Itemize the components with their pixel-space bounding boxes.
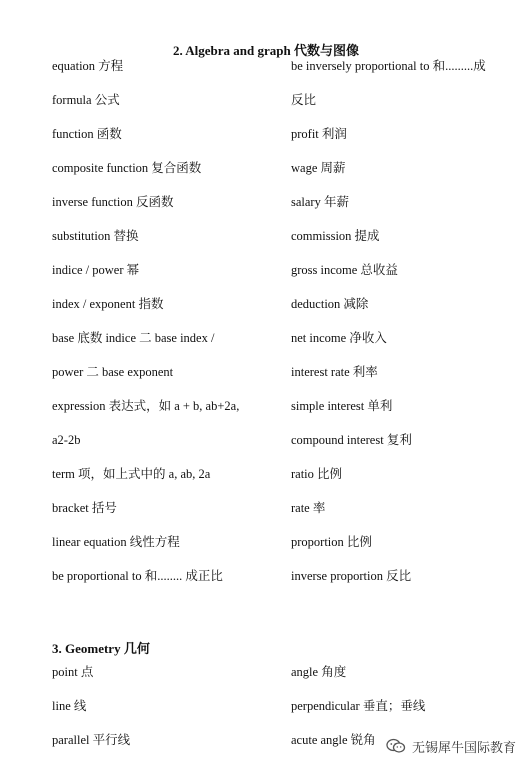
glossary-term-left: equation 方程 bbox=[52, 59, 124, 73]
glossary-term-right: net income 净收入 bbox=[291, 331, 387, 345]
glossary-term-right: simple interest 单利 bbox=[291, 399, 393, 413]
glossary-term-left: power 二 base exponent bbox=[52, 365, 174, 379]
glossary-term-right: 反比 bbox=[291, 93, 317, 107]
glossary-term-left: substitution 替换 bbox=[52, 229, 139, 243]
section-heading-geometry: 3. Geometry 几何 bbox=[52, 641, 150, 656]
glossary-term-left: bracket 括号 bbox=[52, 501, 117, 515]
glossary-term-left: function 函数 bbox=[52, 127, 122, 141]
glossary-term-left: point 点 bbox=[52, 665, 94, 679]
glossary-term-right: perpendicular 垂直；垂线 bbox=[291, 699, 426, 713]
glossary-term-right: angle 角度 bbox=[291, 665, 347, 679]
glossary-term-left: indice / power 幂 bbox=[52, 263, 140, 277]
watermark-text: 无锡犀牛国际教育 bbox=[411, 740, 516, 756]
glossary-term-right: salary 年薪 bbox=[291, 195, 349, 209]
glossary-term-left: composite function 复合函数 bbox=[52, 161, 202, 175]
section-heading-algebra: 2. Algebra and graph 代数与图像 bbox=[173, 43, 359, 58]
watermark bbox=[384, 735, 518, 757]
glossary-term-right: rate 率 bbox=[291, 501, 326, 515]
glossary-term-left: formula 公式 bbox=[52, 93, 120, 107]
glossary-term-left: a2-2b bbox=[52, 433, 81, 447]
glossary-term-right: be inversely proportional to 和.........成 bbox=[291, 59, 486, 73]
glossary-term-right: acute angle 锐角 bbox=[291, 733, 376, 747]
glossary-term-right: commission 提成 bbox=[291, 229, 380, 243]
glossary-term-right: inverse proportion 反比 bbox=[291, 569, 412, 583]
glossary-term-left: inverse function 反函数 bbox=[52, 195, 174, 209]
glossary-term-right: wage 周薪 bbox=[291, 161, 346, 175]
glossary-term-left: term 项，如上式中的 a, ab, 2a bbox=[52, 467, 211, 481]
glossary-term-left: line 线 bbox=[52, 699, 87, 713]
glossary-term-left: parallel 平行线 bbox=[52, 733, 131, 747]
glossary-term-left: be proportional to 和........ 成正比 bbox=[52, 569, 223, 583]
glossary-term-right: ratio 比例 bbox=[291, 467, 343, 481]
glossary-term-right: gross income 总收益 bbox=[291, 263, 398, 277]
glossary-term-right: compound interest 复利 bbox=[291, 433, 412, 447]
glossary-term-right: deduction 减除 bbox=[291, 297, 369, 311]
glossary-term-right: profit 利润 bbox=[291, 127, 347, 141]
glossary-term-left: index / exponent 指数 bbox=[52, 297, 164, 311]
glossary-term-left: base 底数 indice 二 base index / bbox=[52, 331, 215, 345]
wechat-logo-icon bbox=[386, 738, 406, 754]
glossary-term-right: interest rate 利率 bbox=[291, 365, 378, 379]
glossary-term-left: linear equation 线性方程 bbox=[52, 535, 180, 549]
glossary-term-left: expression 表达式，如 a + b, ab+2a, bbox=[52, 399, 240, 413]
glossary-term-right: proportion 比例 bbox=[291, 535, 372, 549]
